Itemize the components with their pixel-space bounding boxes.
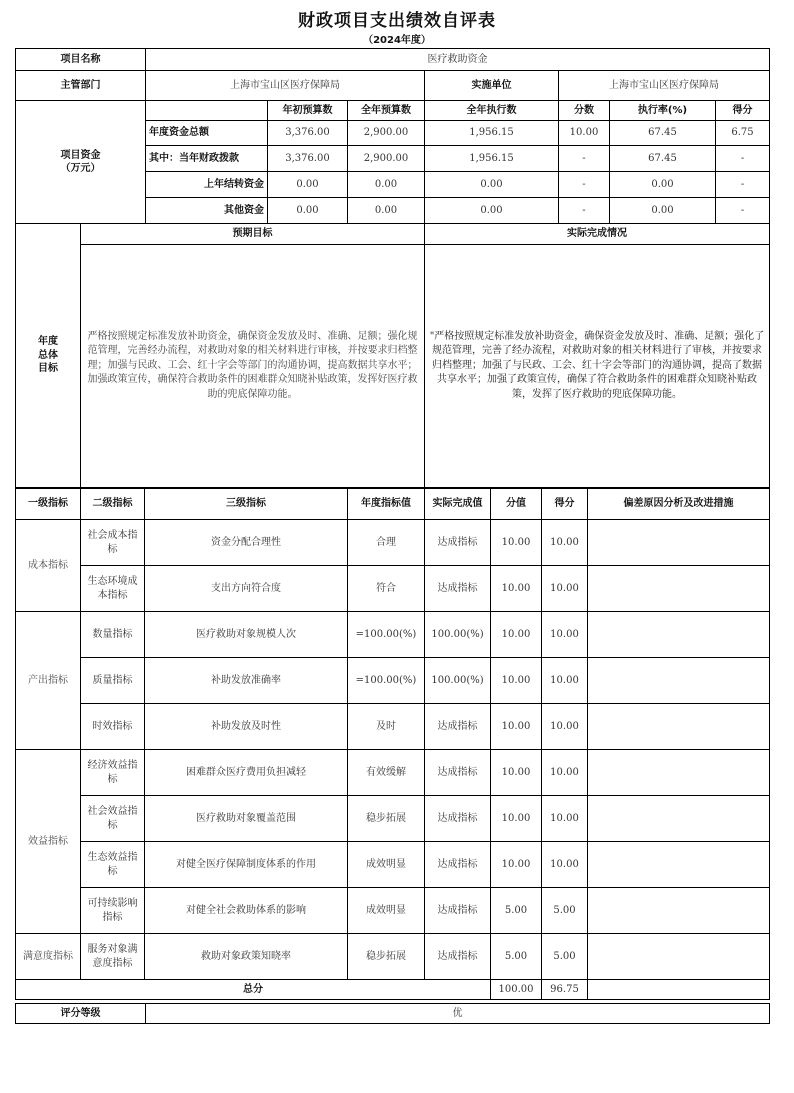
got-cell: 10.00 (542, 750, 588, 796)
funds-cell: 0.00 (425, 172, 559, 198)
target-cell: 合理 (348, 520, 425, 566)
level2-cell: 时效指标 (81, 704, 145, 750)
total-label: 总分 (16, 980, 491, 1000)
got-cell: 10.00 (542, 566, 588, 612)
level2-cell: 经济效益指标 (81, 750, 145, 796)
actual-result-header: 实际完成情况 (425, 224, 770, 245)
indicator-header: 实际完成值 (425, 489, 491, 520)
level2-cell: 生态效益指标 (81, 842, 145, 888)
indicator-row (16, 520, 770, 566)
score-cell: 10.00 (491, 566, 542, 612)
impl-unit-label: 实施单位 (425, 71, 559, 101)
level1-cost: 成本指标 (16, 520, 81, 612)
total-note (588, 980, 770, 1000)
got-cell: 10.00 (542, 796, 588, 842)
target-cell: 成效明显 (348, 888, 425, 934)
indicator-row (16, 566, 770, 612)
impl-unit-value: 上海市宝山区医疗保障局 (559, 71, 770, 101)
actual-cell: 达成指标 (425, 750, 491, 796)
note-cell (588, 842, 770, 888)
target-cell: =100.00(%) (348, 658, 425, 704)
level2-cell: 可持续影响指标 (81, 888, 145, 934)
actual-result-text: "严格按照规定标准发放补助资金，确保资金发放及时、准确、足额；强化了规范管理，完善了经办流程，对救助对象的相关材料进行了审核，并按要求归档整理；加强了与民政、工会、红十字会等部门的沟通协调，提高了数据共享水平；加强了政策宣传，确保了符合救助条件的困难群众知晓补贴政策，发挥了医疗救助的兜底保障功能。 (425, 245, 770, 488)
funds-cell: - (559, 146, 610, 172)
note-cell (588, 658, 770, 704)
score-cell: 10.00 (491, 750, 542, 796)
target-cell: 成效明显 (348, 842, 425, 888)
funds-cell: 1,956.15 (425, 121, 559, 146)
funds-cell: 3,376.00 (268, 121, 348, 146)
level3-cell: 医疗救助对象覆盖范围 (145, 796, 348, 842)
score-cell: 10.00 (491, 796, 542, 842)
target-cell: 及时 (348, 704, 425, 750)
page-title: 财政项目支出绩效自评表 (298, 11, 496, 31)
funds-row-label: 其他资金 (146, 198, 268, 224)
funds-cell: 3,376.00 (268, 146, 348, 172)
note-cell (588, 566, 770, 612)
funds-header: 得分 (716, 101, 770, 121)
note-cell (588, 888, 770, 934)
expected-goal-text: 严格按照规定标准发放补助资金，确保资金发放及时、准确、足额；强化规范管理，完善经办流程，对救助对象的相关材料进行审核，并按要求归档整理；加强与民政、工会、红十字会等部门的沟通协调，提高数据共享水平；加强政策宣传，确保符合救助条件的困难群众知晓补贴政策，发挥好医疗救助的兜底保障功能。 (81, 245, 425, 488)
level3-cell: 对健全医疗保障制度体系的作用 (145, 842, 348, 888)
funds-header: 分数 (559, 101, 610, 121)
level2-cell: 生态环境成本指标 (81, 566, 145, 612)
level3-cell: 补助发放及时性 (145, 704, 348, 750)
funds-cell: 0.00 (610, 198, 716, 224)
indicator-row (16, 842, 770, 888)
level3-cell: 支出方向符合度 (145, 566, 348, 612)
funds-cell: - (559, 172, 610, 198)
funds-cell: 67.45 (610, 121, 716, 146)
got-cell: 10.00 (542, 842, 588, 888)
level3-cell: 医疗救助对象规模人次 (145, 612, 348, 658)
indicator-row (16, 612, 770, 658)
funds-cell: 0.00 (348, 198, 425, 224)
score-cell: 10.00 (491, 842, 542, 888)
got-cell: 5.00 (542, 888, 588, 934)
funds-cell: - (716, 172, 770, 198)
indicators-table (15, 488, 770, 1000)
level3-cell: 困难群众医疗费用负担减轻 (145, 750, 348, 796)
funds-row-label: 其中：当年财政拨款 (146, 146, 268, 172)
actual-cell: 达成指标 (425, 888, 491, 934)
funds-table (15, 48, 770, 224)
indicator-row (16, 888, 770, 934)
score-cell: 10.00 (491, 612, 542, 658)
funds-header: 全年执行数 (425, 101, 559, 121)
funds-cell: - (716, 146, 770, 172)
level2-cell: 服务对象满意度指标 (81, 934, 145, 980)
actual-cell: 100.00(%) (425, 658, 491, 704)
indicator-row (16, 796, 770, 842)
indicator-row (16, 704, 770, 750)
funds-cell: 0.00 (425, 198, 559, 224)
level1-satisfaction: 满意度指标 (16, 934, 81, 980)
got-cell: 10.00 (542, 520, 588, 566)
target-cell: =100.00(%) (348, 612, 425, 658)
level1-output: 产出指标 (16, 612, 81, 750)
level2-cell: 质量指标 (81, 658, 145, 704)
actual-cell: 达成指标 (425, 520, 491, 566)
note-cell (588, 750, 770, 796)
score-cell: 10.00 (491, 704, 542, 750)
indicator-header: 三级指标 (145, 489, 348, 520)
funds-cell: - (559, 198, 610, 224)
level2-cell: 数量指标 (81, 612, 145, 658)
target-cell: 稳步拓展 (348, 796, 425, 842)
funds-label: 项目资金 （万元） (16, 101, 146, 224)
total-row (16, 980, 770, 1000)
level3-cell: 救助对象政策知晓率 (145, 934, 348, 980)
got-cell: 5.00 (542, 934, 588, 980)
funds-header: 年初预算数 (268, 101, 348, 121)
score-cell: 5.00 (491, 888, 542, 934)
project-name-label: 项目名称 (16, 49, 146, 71)
total-score: 100.00 (491, 980, 542, 1000)
note-cell (588, 934, 770, 980)
level2-cell: 社会成本指标 (81, 520, 145, 566)
note-cell (588, 704, 770, 750)
funds-row-label: 上年结转资金 (146, 172, 268, 198)
indicator-header: 二级指标 (81, 489, 145, 520)
funds-cell: 0.00 (348, 172, 425, 198)
got-cell: 10.00 (542, 704, 588, 750)
total-got: 96.75 (542, 980, 588, 1000)
grade-label: 评分等级 (16, 1004, 146, 1024)
funds-cell: 2,900.00 (348, 146, 425, 172)
indicator-row (16, 750, 770, 796)
dept-value: 上海市宝山区医疗保障局 (146, 71, 425, 101)
funds-header-blank (146, 101, 268, 121)
funds-cell: 67.45 (610, 146, 716, 172)
grade-table (15, 1003, 770, 1024)
dept-label: 主管部门 (16, 71, 146, 101)
actual-cell: 达成指标 (425, 704, 491, 750)
funds-header: 执行率(%) (610, 101, 716, 121)
score-cell: 10.00 (491, 658, 542, 704)
funds-row-label: 年度资金总额 (146, 121, 268, 146)
report-year: （2024年度） (363, 35, 431, 46)
funds-cell: 0.00 (268, 198, 348, 224)
actual-cell: 达成指标 (425, 842, 491, 888)
got-cell: 10.00 (542, 658, 588, 704)
goal-label: 年度 总体 目标 (16, 224, 81, 488)
indicator-row (16, 934, 770, 980)
indicator-header: 一级指标 (16, 489, 81, 520)
project-name-value: 医疗救助资金 (146, 49, 770, 71)
score-cell: 10.00 (491, 520, 542, 566)
funds-header: 全年预算数 (348, 101, 425, 121)
note-cell (588, 612, 770, 658)
got-cell: 10.00 (542, 612, 588, 658)
level3-cell: 资金分配合理性 (145, 520, 348, 566)
indicator-header: 年度指标值 (348, 489, 425, 520)
level3-cell: 补助发放准确率 (145, 658, 348, 704)
actual-cell: 100.00(%) (425, 612, 491, 658)
actual-cell: 达成指标 (425, 934, 491, 980)
goals-table (15, 223, 770, 488)
target-cell: 符合 (348, 566, 425, 612)
indicator-row (16, 658, 770, 704)
note-cell (588, 520, 770, 566)
funds-cell: 6.75 (716, 121, 770, 146)
note-cell (588, 796, 770, 842)
grade-value: 优 (146, 1004, 770, 1024)
funds-cell: 0.00 (610, 172, 716, 198)
indicator-header: 偏差原因分析及改进措施 (588, 489, 770, 520)
level3-cell: 对健全社会救助体系的影响 (145, 888, 348, 934)
expected-goal-header: 预期目标 (81, 224, 425, 245)
target-cell: 稳步拓展 (348, 934, 425, 980)
funds-cell: 2,900.00 (348, 121, 425, 146)
actual-cell: 达成指标 (425, 796, 491, 842)
target-cell: 有效缓解 (348, 750, 425, 796)
indicator-header: 得分 (542, 489, 588, 520)
score-cell: 5.00 (491, 934, 542, 980)
funds-cell: 10.00 (559, 121, 610, 146)
funds-cell: 0.00 (268, 172, 348, 198)
level2-cell: 社会效益指标 (81, 796, 145, 842)
actual-cell: 达成指标 (425, 566, 491, 612)
level1-benefit: 效益指标 (16, 750, 81, 934)
funds-cell: - (716, 198, 770, 224)
funds-cell: 1,956.15 (425, 146, 559, 172)
indicator-header: 分值 (491, 489, 542, 520)
